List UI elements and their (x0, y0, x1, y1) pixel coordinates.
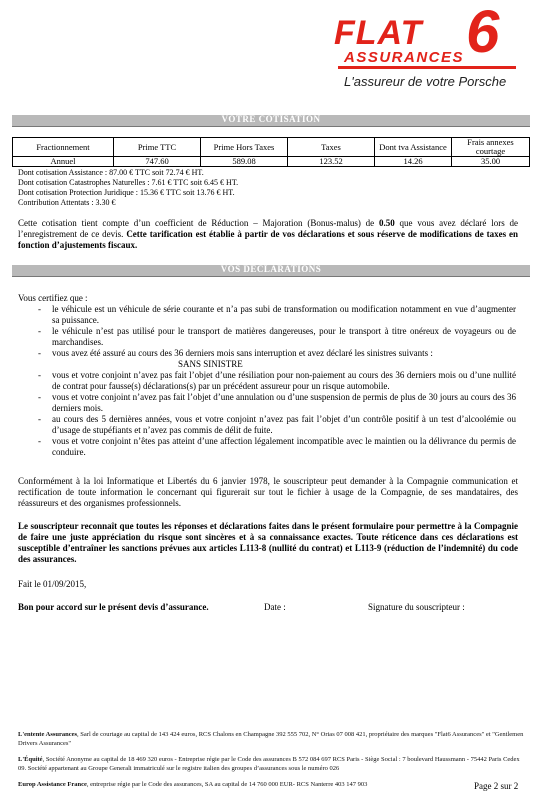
declarations-intro: Vous certifiez que : (18, 293, 88, 303)
table-header-cell: Frais annexes courtage (452, 138, 530, 157)
footer-entente (18, 731, 528, 748)
declarations-list-wrap (18, 304, 516, 458)
list-item: - le véhicule n’est pas utilisé pour le transport de matières dangereuses, pour le transport à titre onéreux de voyageurs ou de marchandises. (18, 326, 516, 348)
cotisation-table (12, 137, 530, 167)
table-cell: 589.08 (201, 157, 288, 167)
detail-line: Dont cotisation Assistance : 87.00 € TTC soit 72.74 € HT. (18, 168, 204, 177)
cotisation-section-title: VOTRE COTISATION (221, 114, 321, 124)
table-header-row (13, 138, 530, 157)
note-text: que vous avez déclaré lors de l’enregistrement de ce devis. (18, 218, 519, 239)
table-cell: Annuel (13, 157, 114, 167)
declarations-section-title: VOS DECLARATIONS (220, 264, 322, 274)
list-item: - au cours des 5 dernières années, vous et votre conjoint n’avez pas fait l’objet d’un contrôle positif à un test d’alcoolémie ou d’usage de stupéfiants et n’avez pas commis de délit de fuite. (18, 414, 516, 436)
detail-line: Dont cotisation Protection Juridique : 15.36 € TTC soit 13.76 € HT. (18, 188, 235, 197)
sinistre-status: SANS SINISTRE (178, 359, 243, 369)
table-cell: 14.26 (375, 157, 452, 167)
logo-six-mark: 6 (466, 0, 500, 65)
declarations-section-bar (12, 265, 530, 277)
logo-tagline: L'assureur de votre Porsche (344, 74, 507, 89)
footer-company-text: , Sarl de courtage au capital de 143 424 euros, RCS Chalons en Champagne 392 555 702, N° Orias 07 008 421, propriétaire des marques "Flat6 Assurances" et "Gentlemen Drivers Assurances" (18, 731, 524, 747)
cotisation-details (18, 168, 518, 208)
footer-equite (18, 756, 528, 773)
table-header-cell: Prime TTC (114, 138, 201, 157)
page-number: Page 2 sur 2 (470, 781, 518, 792)
bonus-malus-coefficient: 0.50 (378, 218, 395, 228)
footer-company-name: Europ Assistance France (18, 781, 87, 788)
note-text: Cette cotisation tient compte d’un coefficient de Réduction – Majoration (Bonus-malus) de (18, 218, 379, 228)
declarations-list (18, 304, 516, 359)
declarations-list-continued (18, 370, 516, 458)
list-item: - vous et votre conjoint n’avez pas fait l’objet d’une annulation ou d’une suspension de permis de plus de 30 jours au cours des 36 derniers mois. (18, 392, 516, 414)
table-header-cell: Prime Hors Taxes (201, 138, 288, 157)
logo-flat-text: FLAT (334, 14, 423, 52)
note-bold-text: Cette tarification est établie à partir de vos déclarations et sous réserve de modifications de taxes en fonction d’ajustements fiscaux. (18, 229, 518, 250)
table-cell: 747.60 (114, 157, 201, 167)
footer-company-name: L'Équité (18, 756, 43, 763)
footer-company-text: , entreprise régie par le Code des assurances, SA au capital de 14 760 000 EUR- RCS Nanterre 403 147 903 (86, 781, 368, 788)
cotisation-section-bar (12, 115, 530, 127)
footer-company-name: L'entente Assurances (18, 731, 78, 738)
logo-underline (338, 66, 516, 69)
table-header-cell: Dont tva Assistance (375, 138, 452, 157)
footer-company-text: , Société Anonyme au capital de 18 469 320 euros - Entreprise régie par le Code des assurances B 572 084 697 RCS Paris - Siège Social : 7 boulevard Haussmann - 75442 Paris Cedex 09. Société appartenant au Groupe Generali immatriculé sur le registre italien des groupes d’assurances sous le numéro 026 (18, 756, 520, 772)
list-item: - vous et votre conjoint n’avez pas fait l’objet d’une résiliation pour non-paiement au cours des 36 derniers mois ou d’une nullité de contrat pour fausse(s) déclarations(s) par un précédent assureur pour un risque automobile. (18, 370, 516, 392)
fait-le-date: Fait le 01/09/2015, (18, 579, 87, 589)
loi-informatique-paragraph: Conformément à la loi Informatique et Libertés du 6 janvier 1978, le souscripteur peut demander à la Compagnie communication et rectification de toute information le concernant qui figurerait sur tout le fichier à usage de la Compagnie, de ses mandataires, des réassureurs et des organismes professionnels. (18, 476, 518, 508)
logo-assurances-text: ASSURANCES (344, 49, 465, 66)
detail-line: Dont cotisation Catastrophes Naturelles : 7.61 € TTC soit 6.45 € HT. (18, 178, 239, 187)
cotisation-note (18, 218, 518, 251)
list-item: - vous avez été assuré au cours des 36 derniers mois sans interruption et avez déclaré les sinistres suivants : (18, 348, 516, 359)
table-cell: 35.00 (452, 157, 530, 167)
table-header-cell: Fractionnement (13, 138, 114, 157)
footer-europ (18, 781, 528, 790)
table-row (13, 157, 530, 167)
engagement-paragraph: Le souscripteur reconnaît que toutes les réponses et déclarations faites dans le présent formulaire pour permettre à la Compagnie de faire une juste appréciation du risque sont sincères et à sa connaissance exactes. Toute réticence dans ces déclarations est susceptible d’entraîner les sanctions prévues aux articles L113-8 (nullité du contrat) et L113-9 (réduction de l’indemnité) du code des assurances. (18, 521, 518, 564)
list-item: - le véhicule est un véhicule de série courante et n’a pas subi de transformation ou modification notamment en vue d’augmenter sa puissance. (18, 304, 516, 326)
list-item: - vous et votre conjoint n’êtes pas atteint d’une affection légalement incompatible avec le maintien ou la délivrance du permis de conduire. (18, 436, 516, 458)
detail-line: Contribution Attentats : 3.30 € (18, 198, 116, 207)
date-label: Date : (264, 602, 286, 612)
table-header-cell: Taxes (288, 138, 375, 157)
bon-pour-accord: Bon pour accord sur le présent devis d’assurance. (18, 602, 209, 612)
signature-label: Signature du souscripteur : (368, 602, 465, 612)
table-cell: 123.52 (288, 157, 375, 167)
